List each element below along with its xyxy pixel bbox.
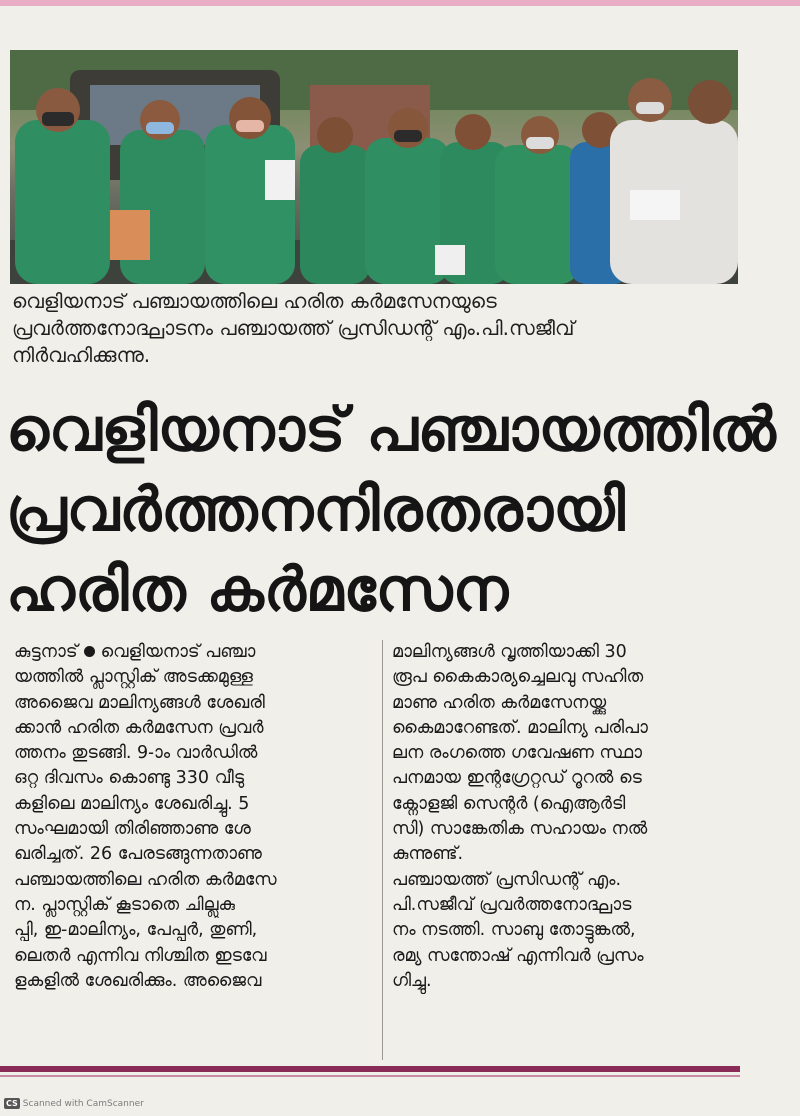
article-line: പ്പി, ഇ-മാലിന്യം, പേപ്പർ, തുണി,: [14, 920, 258, 941]
group-photo-image: [10, 50, 738, 284]
caption-line: നിർവഹിക്കുന്നു.: [12, 343, 151, 367]
article-line: രമ്യ സന്തോഷ് എന്നിവർ പ്രസം: [392, 945, 644, 966]
article-column-right: [392, 640, 752, 994]
headline-line: വെളിയനാട് പഞ്ചായത്തിൽ: [6, 395, 776, 465]
article-line: ഒറ്റ ദിവസം കൊണ്ടു 330 വീടു: [14, 768, 245, 789]
top-color-strip: [0, 0, 800, 6]
article-line: സംഘമായി തിരിഞ്ഞാണു ശേ: [14, 819, 251, 840]
news-photo: [10, 50, 738, 284]
article-line: സി) സാങ്കേതിക സഹായം നൽ: [392, 819, 648, 840]
article-line: കളിലെ മാലിന്യം ശേഖരിച്ചു. 5: [14, 793, 250, 814]
camscanner-logo-icon: CS: [6, 1099, 18, 1108]
article-line: പനമായ ഇന്റഗ്രേറ്റഡ് റൂറൽ ടെ: [392, 768, 642, 789]
article-line: യത്തിൽ പ്ലാസ്റ്റിക് അടക്കമുള്ള: [14, 667, 253, 688]
bullet-icon: [84, 646, 95, 657]
scanner-watermark: [4, 1098, 144, 1109]
article-headline: [6, 390, 776, 630]
article-column-left: [14, 640, 374, 994]
article-line: കൈമാറേണ്ടത്. മാലിന്യ പരിപാ: [392, 717, 648, 738]
article-line: ത്തനം തുടങ്ങി. 9-ാം വാർഡിൽ: [14, 743, 258, 764]
bottom-accent-line: [0, 1075, 740, 1077]
article-line: [14, 640, 374, 665]
article-first-text: വെളിയനാട് പഞ്ചാ: [100, 642, 256, 662]
headline-line: ഹരിത കർമസേന: [6, 555, 509, 625]
article-line: അജൈവ മാലിന്യങ്ങൾ ശേഖരി: [14, 692, 265, 713]
dateline: കുട്ടനാട്: [14, 642, 78, 662]
article-line: പഞ്ചായത്ത് പ്രസിഡന്റ് എം.: [392, 869, 622, 890]
bottom-accent-band: [0, 1066, 740, 1072]
caption-line: പ്രവർത്തനോദ്ഘാടനം പഞ്ചായത്ത് പ്രസിഡന്റ് എം.പി.സജീവ്: [12, 316, 575, 340]
article-line: ലന രംഗത്തെ ഗവേഷണ സ്ഥാ: [392, 743, 642, 764]
column-divider: [382, 640, 383, 1060]
article-line: ലെതർ എന്നിവ നിശ്ചിത ഇടവേ: [14, 945, 267, 966]
headline-line: പ്രവർത്തനനിരതരായി: [6, 475, 625, 545]
photo-caption: [12, 288, 738, 369]
caption-line: വെളിയനാട് പഞ്ചായത്തിലെ ഹരിത കർമസേനയുടെ: [12, 289, 497, 313]
article-line: മാലിന്യങ്ങൾ വൃത്തിയാക്കി 30: [392, 642, 627, 662]
article-line: മാണു ഹരിത കർമസേനയ്ക്കു: [392, 692, 607, 713]
article-line: ക്കാൻ ഹരിത കർമസേന പ്രവർ: [14, 717, 264, 738]
article-line: പി.സജീവ് പ്രവർത്തനോദ്ഘാട: [392, 894, 632, 915]
article-line: ഖരിച്ചത്. 26 പേരടങ്ങുന്നതാണു: [14, 844, 262, 865]
article-line: നം നടത്തി. സാബു തോട്ടുങ്കൽ,: [392, 920, 636, 941]
article-line: രൂപ കൈകാര്യച്ചെലവു സഹിത: [392, 667, 644, 688]
article-line: ഗിച്ചു.: [392, 970, 432, 991]
watermark-text: Scanned with CamScanner: [22, 1099, 144, 1109]
article-line: പഞ്ചായത്തിലെ ഹരിത കർമസേ: [14, 869, 277, 890]
article-line: ന. പ്ലാസ്റ്റിക് കൂടാതെ ചില്ലുകു: [14, 894, 235, 915]
article-line: കുന്നുണ്ട്.: [392, 844, 464, 865]
article-line: ളകളിൽ ശേഖരിക്കും. അജൈവ: [14, 970, 262, 991]
article-line: ക്നോളജി സെന്റർ (ഐആർടി: [392, 793, 626, 814]
